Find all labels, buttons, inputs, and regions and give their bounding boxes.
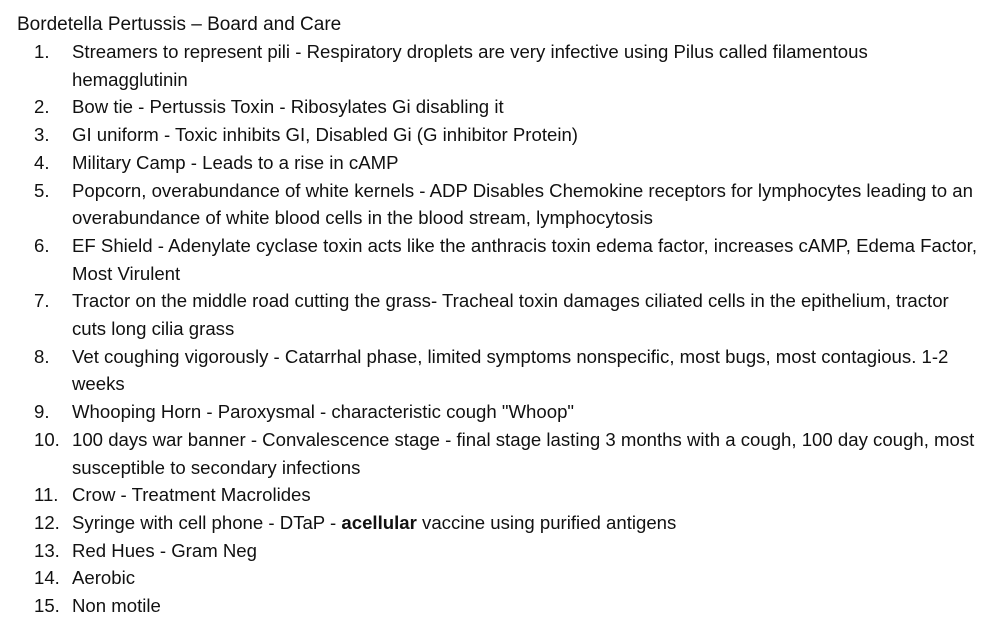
item-number: 11. xyxy=(34,484,59,506)
list-item xyxy=(17,343,977,398)
item-text: Crow - Treatment Macrolides xyxy=(72,484,311,506)
item-number: 13. xyxy=(34,539,60,561)
item-number: 1. xyxy=(34,41,50,62)
list-item xyxy=(17,537,977,565)
item-text: Bow tie - Pertussis Toxin - Ribosylates Gi disabling it xyxy=(72,96,504,118)
item-text: Popcorn, overabundance of white kernels - ADP Disables Chemokine receptors for lymphocytes leading to an overabundance of white blood cells in the blood stream, lymphocytosis xyxy=(72,179,973,229)
list-item xyxy=(17,177,977,232)
item-number: 9. xyxy=(34,401,50,423)
item-text: Tractor on the middle road cutting the grass- Tracheal toxin damages ciliated cells in the epithelium, tractor cuts long cilia grass xyxy=(72,290,949,340)
item-text: Red Hues - Gram Neg xyxy=(72,539,257,561)
item-number: 8. xyxy=(34,345,50,367)
item-text-after: vaccine using purified antigens xyxy=(416,511,677,533)
item-number: 12. xyxy=(34,511,60,533)
list-item xyxy=(17,121,977,149)
notes-list xyxy=(17,38,977,620)
item-text: Whooping Horn - Paroxysmal - characteristic cough "Whoop" xyxy=(72,401,575,423)
list-item xyxy=(17,38,977,93)
item-text-bold: acellular xyxy=(341,511,417,533)
item-number: 7. xyxy=(34,290,50,312)
document-title: Bordetella Pertussis – Board and Care xyxy=(17,14,342,35)
item-number: 4. xyxy=(34,151,50,173)
list-item xyxy=(17,564,977,592)
item-number: 6. xyxy=(34,234,50,256)
item-number: 2. xyxy=(34,96,50,118)
item-number: 10. xyxy=(34,428,60,450)
item-text: 100 days war banner - Convalescence stage - final stage lasting 3 months with a cough, 100 day cough, most susceptible to secondary infections xyxy=(72,428,975,478)
item-number: 3. xyxy=(34,124,50,146)
list-item xyxy=(17,149,977,177)
item-text: Non motile xyxy=(72,595,161,617)
list-item xyxy=(17,287,977,342)
item-number: 14. xyxy=(34,567,60,589)
item-text xyxy=(72,512,676,533)
item-text: Aerobic xyxy=(72,567,136,589)
list-item xyxy=(17,426,977,481)
item-text: EF Shield - Adenylate cyclase toxin acts like the anthracis toxin edema factor, increases cAMP, Edema Factor, Most Virulent xyxy=(72,234,977,284)
list-item xyxy=(17,93,977,121)
item-text: Military Camp - Leads to a rise in cAMP xyxy=(72,151,399,173)
item-text: Vet coughing vigorously - Catarrhal phase, limited symptoms nonspecific, most bugs, most contagious. 1-2 weeks xyxy=(72,345,949,395)
item-text-before: Syringe with cell phone - DTaP - xyxy=(72,511,342,533)
item-number: 5. xyxy=(34,179,50,201)
list-item xyxy=(17,232,977,287)
item-number: 15. xyxy=(34,595,60,617)
document-page xyxy=(17,11,977,620)
item-text: GI uniform - Toxic inhibits GI, Disabled Gi (G inhibitor Protein) xyxy=(72,124,578,146)
item-text: Streamers to represent pili - Respiratory droplets are very infective using Pilus called filamentous hemagglutinin xyxy=(72,41,868,90)
list-item xyxy=(17,398,977,426)
list-item xyxy=(17,481,977,509)
list-item xyxy=(17,592,977,620)
list-item xyxy=(17,509,977,537)
